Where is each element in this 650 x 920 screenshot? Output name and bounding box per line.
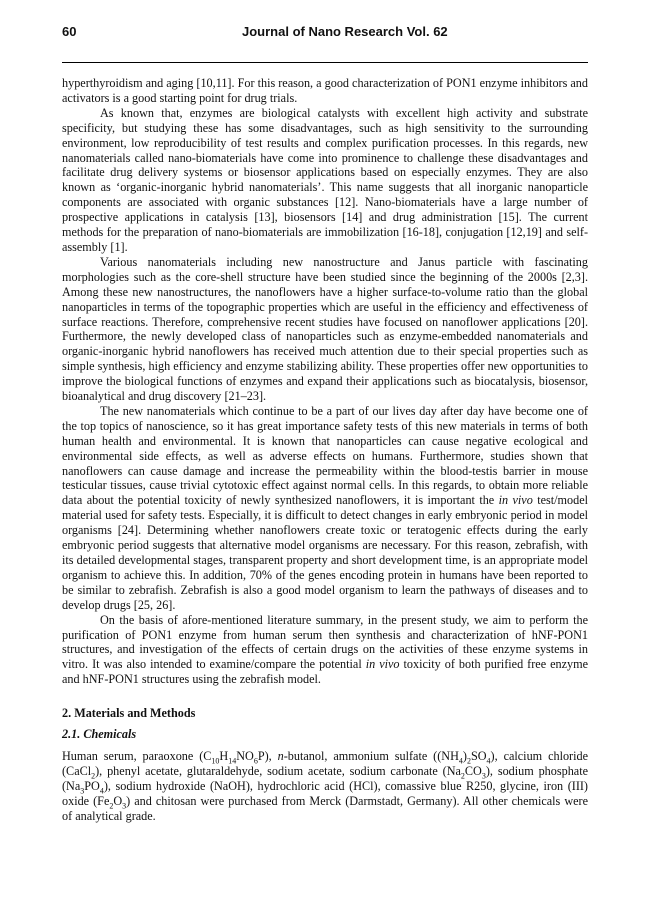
chem-sub: 14 [228, 756, 237, 766]
article-body [62, 76, 588, 824]
chem-text: ), sodium phosphate (Na [62, 764, 588, 793]
paragraph-4-text-a: The new nanomaterials which continue to be a part of our lives day after day have become one of the top topics of nanoscience, so it has great importance safety tests of this new materials in terms of both human health and environmental. It is known that nanoparticles can cause negative ecological and environmental side effects, as well as adverse effects on humans. Furthermore, studies shown that nanoflowers can cause damage and increase the permeability within the blood-testis barrier in mouse testicular tissues, cause trivial cytotoxic effect against normal cells. In this regards, to obtain more reliable data about the potential toxicity of newly synthesized nanoflowers, it is important the [62, 403, 588, 508]
chem-text: ) [462, 749, 467, 764]
paragraph-5-italic: in vivo [365, 657, 400, 672]
chem-sub: 10 [211, 756, 220, 766]
paragraph-5-text-c: toxicity of both purified free enzyme and hNF-PON1 structures using the zebrafish model. [62, 657, 589, 687]
header-rule [62, 62, 588, 63]
chem-text: NO [236, 749, 254, 764]
paragraph-2: As known that, enzymes are biological catalysts with excellent high activity and substrate specificity, but studying these has some disadvantages, such as high sensitivity to the surrounding environment, low reproducibility of test results and complex purification processes. In this regards, new nanomaterials called nano-biomaterials have come into prominence to challenge these disadvantages and facilitate drug delivery systems or biosensor applications based on especially enzymes. They are also known as ‘organic-inorganic hybrid nanomaterials’. This name suggests that all inorganic nanoparticle components are associated with organic substances [12]. Nano-biomaterials have a large number of prospective applications in catalysis [13], biosensors [14] and drug administration [15]. The current methods for the preparation of nano-biomaterials are immobilization [16-18], conjugation [12,19] and self-assembly [1]. [62, 105, 588, 254]
chemicals-paragraph [62, 749, 588, 824]
chem-text: P), [257, 749, 278, 764]
chem-sub: 3 [80, 786, 85, 796]
paragraph-4-italic: in vivo [498, 493, 533, 508]
chem-text: H [219, 749, 229, 764]
chem-text: ), sodium hydroxide (NaOH), hydrochloric acid (HCl), comassive blue R250, glycine, iron (III) oxide (Fe [62, 778, 588, 808]
journal-title: Journal of Nano Research Vol. 62 [242, 24, 448, 39]
paragraph-5 [62, 613, 588, 688]
running-header [62, 18, 588, 48]
chem-text: Human serum, paraoxone (C [62, 749, 212, 764]
chem-italic: n [277, 749, 284, 764]
chem-sub: 3 [122, 801, 127, 811]
chem-text: -butanol, ammonium sulfate ((NH [283, 749, 459, 764]
page-number: 60 [62, 24, 77, 39]
chem-text: PO [84, 778, 100, 793]
section-heading: 2. Materials and Methods [62, 706, 196, 721]
chem-text: ) and chitosan were purchased from Merck (Darmstadt, Germany). All other chemicals were of analytical grade. [62, 793, 588, 823]
paragraph-4 [62, 404, 588, 613]
paragraph-5-text-a: On the basis of afore-mentioned literature summary, in the present study, we aim to perform the purification of PON1 enzyme from human serum then synthesis and characterization of hNF-PON1 structures, and investigation of the effects of certain drugs on the activities of these enzyme systems in vitro. It was also intended to examine/compare the potential [62, 612, 588, 672]
chem-text: ), calcium chloride (CaCl [62, 749, 588, 779]
journal-page [62, 18, 589, 823]
chem-text: ), phenyl acetate, glutaraldehyde, sodium acetate, sodium carbonate (Na [95, 764, 461, 779]
subsection-heading: 2.1. Chemicals [62, 727, 137, 742]
chem-sub: 3 [481, 771, 486, 781]
paragraph-3: Various nanomaterials including new nanostructure and Janus particle with fascinating morphologies such as the core-shell structure have been studied since the beginning of the 2000s [2,3]. Among these new nanostructures, the nanoflowers have a higher surface-to-volume ratio than the global nanoparticles in terms of the topographic properties which are useful in the efficiency and effectiveness of surface reactions. Therefore, comprehensive recent studies have focused on nanoflower applications [20]. Furthermore, the newly developed class of nanoparticles such as enzyme-embedded nanomaterials and organic-inorganic hybrid nanoflowers has received much attention due to their special properties such as simple synthesis, high efficiency and enzyme stabilizing ability. These properties offer new opportunities to improve the biological functions of enzymes and expand their applications such as biocatalysis, biosensor, bioanalytical and drug discovery [21–23]. [62, 254, 588, 404]
chem-sub: 6 [253, 756, 258, 766]
chem-text: O [113, 793, 123, 808]
chem-sub: 4 [486, 756, 491, 766]
chem-text: CO [464, 764, 482, 779]
paragraph-4-text-c: test/model material used for safety tests. Especially, it is difficult to detect changes in early embryonic period in model organisms [24]. Determining whether nanoflowers create toxic or teratogenic effects during the early embryonic period suggests that alternative model organisms are necessary. For this reason, zebrafish, with its detailed developmental stages, transparent property and short development time, is an appropriate model organism to achieve this. In addition, 70% of the genes encoding protein in humans have been reported to be similar to zebrafish. Zebrafish is also a good model organism to learn the pathways of diseases and to develop drugs [25, 26]. [62, 493, 588, 612]
chem-sub: 2 [109, 801, 114, 811]
chem-sub: 4 [99, 786, 104, 796]
chem-sub: 2 [460, 771, 465, 781]
paragraph-1: hyperthyroidism and aging [10,11]. For this reason, a good characterization of PON1 enzyme inhibitors and activators is a good starting point for drug trials. [62, 76, 588, 105]
chem-text: SO [470, 749, 487, 764]
chem-sub: 4 [458, 756, 463, 766]
chem-sub: 2 [91, 771, 96, 781]
chem-sub: 2 [466, 756, 471, 766]
